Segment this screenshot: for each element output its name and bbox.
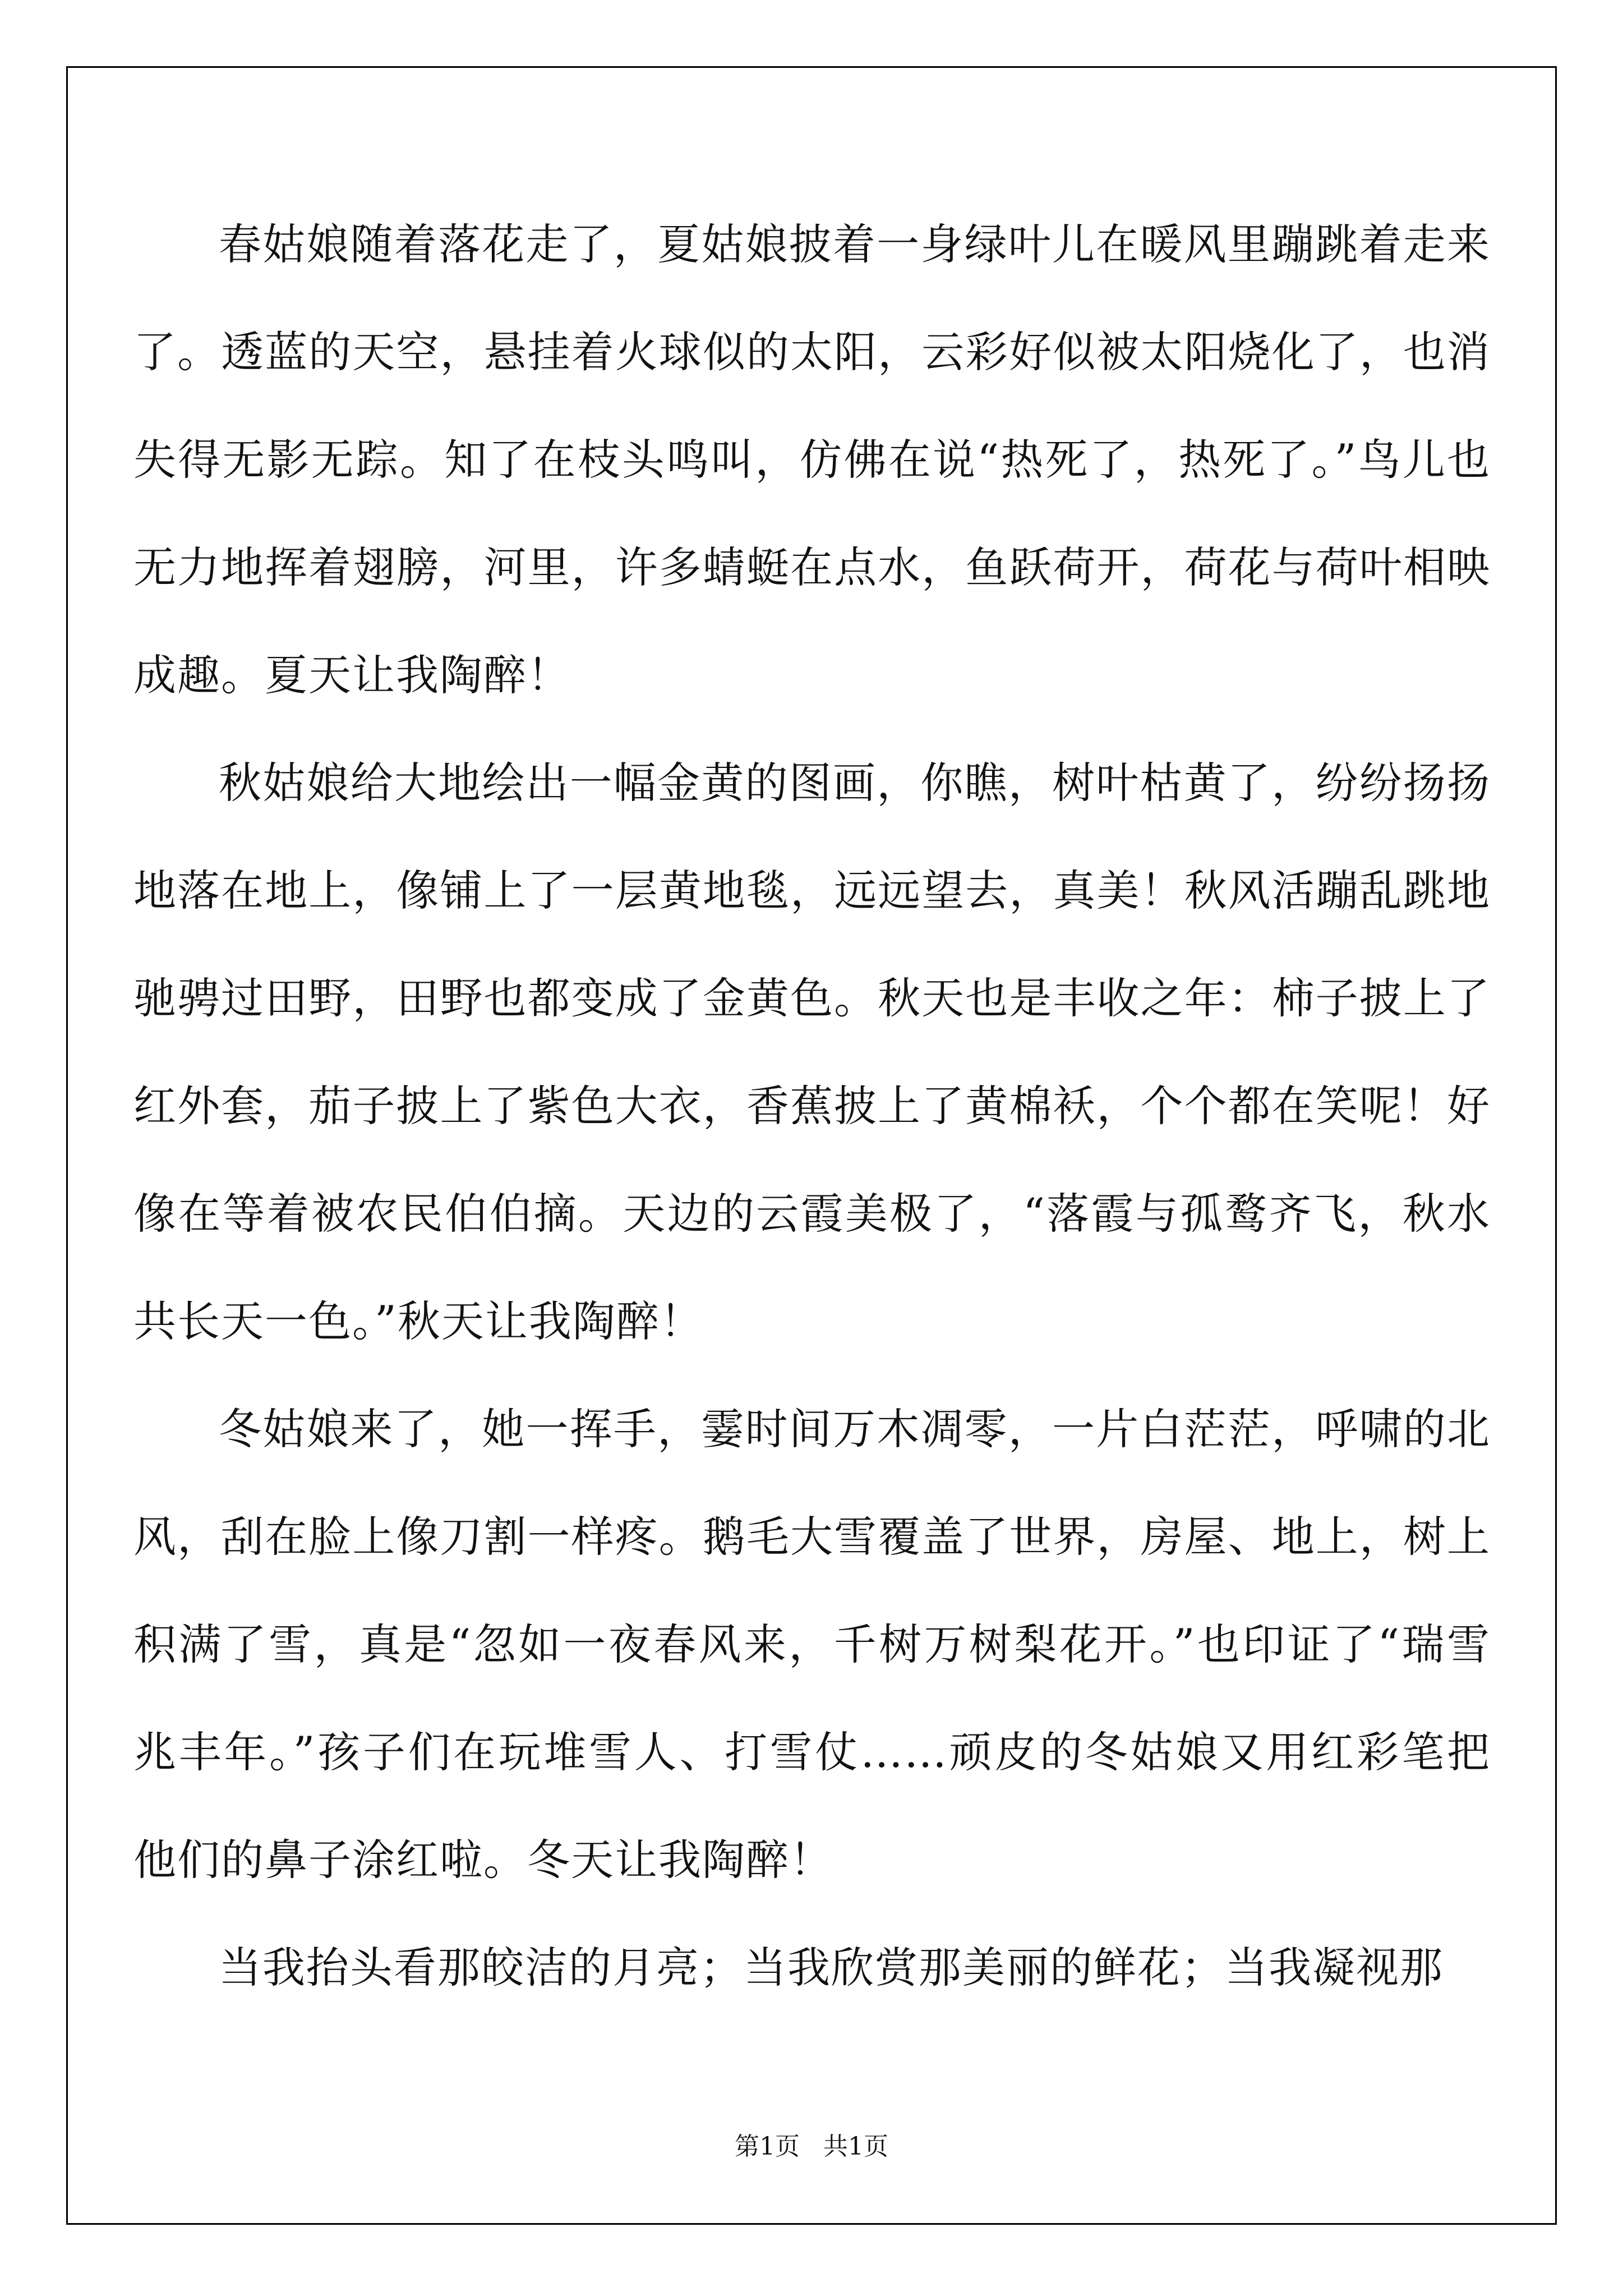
paragraph-summer: 春姑娘随着落花走了，夏姑娘披着一身绿叶儿在暖风里蹦跳着走来了。透蓝的天空，悬挂着火球似的太阳，云彩好似被太阳烧化了，也消失得无影无踪。知了在枝头鸣叫，仿佛在说“热死了，热死了。”鸟儿也无力地挥着翅膀，河里，许多蜻蜓在点水，鱼跃荷开，荷花与荷叶相映成趣。夏天让我陶醉！ <box>133 219 1491 700</box>
paragraph-autumn: 秋姑娘给大地绘出一幅金黄的图画，你瞧，树叶枯黄了，纷纷扬扬地落在地上，像铺上了一层黄地毯，远远望去，真美！秋风活蹦乱跳地驰骋过田野，田野也都变成了金黄色。秋天也是丰收之年：柿子披上了红外套，茄子披上了紫色大衣，香蕉披上了黄棉袄，个个都在笑呢！好像在等着被农民伯伯摘。天边的云霞美极了，“落霞与孤鹜齐飞，秋水共长天一色。”秋天让我陶醉！ <box>133 758 1491 1346</box>
page-number-footer: 第1页 共1页 <box>735 2132 888 2161</box>
paragraph-winter: 冬姑娘来了，她一挥手，霎时间万木凋零，一片白茫茫，呼啸的北风，刮在脸上像刀割一样疼。鹅毛大雪覆盖了世界，房屋、地上，树上积满了雪，真是“忽如一夜春风来，千树万树梨花开。”也印证了“瑞雪兆丰年。”孩子们在玩堆雪人、打雪仗……顽皮的冬姑娘又用红彩笔把他们的鼻子涂红啦。冬天让我陶醉！ <box>133 1404 1491 1885</box>
paragraph-closing: 当我抬头看那皎洁的月亮；当我欣赏那美丽的鲜花；当我凝视那 <box>219 1943 1444 1993</box>
document-body <box>133 191 1491 2022</box>
